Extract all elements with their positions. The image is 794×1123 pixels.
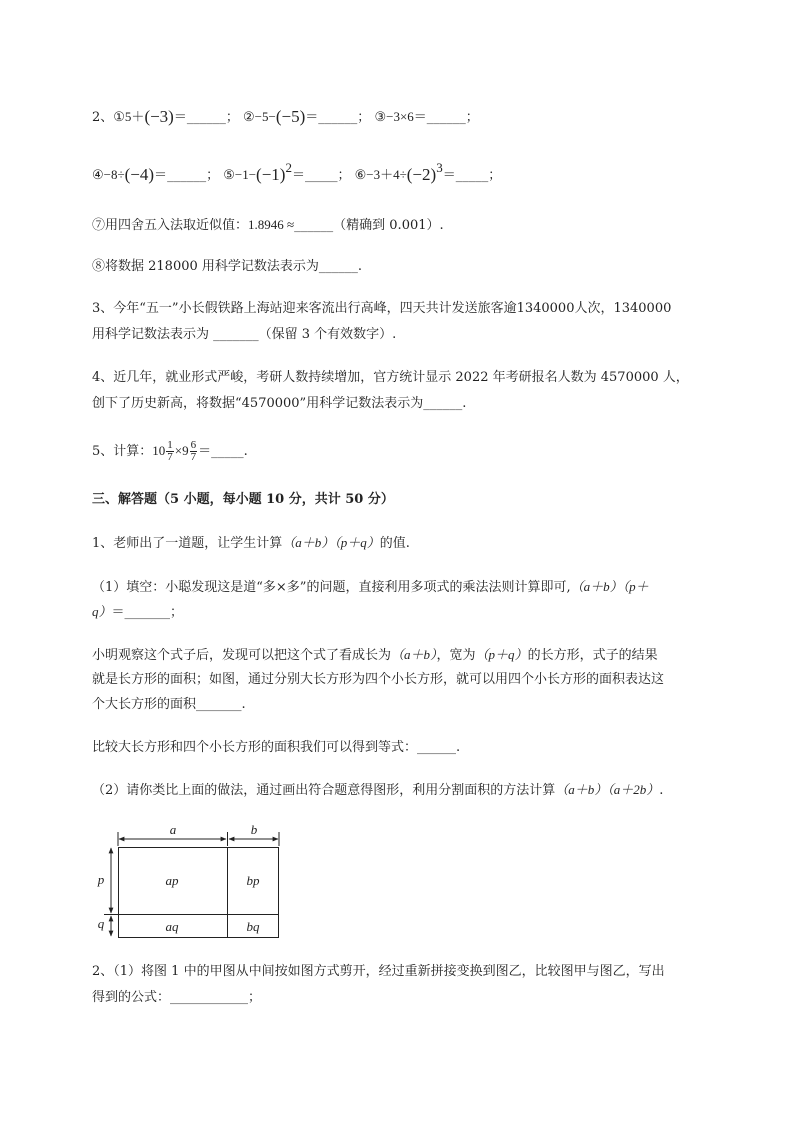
p1-part1-expression: （a＋b）（p＋ xyxy=(570,579,649,594)
p1-compare-suffix: . xyxy=(456,740,461,755)
q2-item-1-eq: ＝ xyxy=(173,109,187,124)
p1-observation-line-3 xyxy=(92,695,246,715)
q4-blank[interactable]: ______ xyxy=(423,396,463,411)
q2-item-1: ①5＋ xyxy=(113,109,145,124)
q2-separator: ； xyxy=(206,168,220,183)
p1-part1-line-2 xyxy=(92,602,183,623)
q2-item-8-prefix: ⑧将数据 218000 用科学记数法表示为 xyxy=(92,259,319,274)
q2-item-3: ③−3×6＝ xyxy=(374,109,427,124)
p1-part1-line-1 xyxy=(92,577,649,598)
q5-whole-1: 10 xyxy=(152,443,166,458)
q2-blank-1[interactable]: ______ xyxy=(186,110,226,125)
q3-line-2 xyxy=(92,325,396,345)
p1-part2-expression: （a＋b）（a＋2b） xyxy=(555,782,660,797)
q5-blank[interactable]: _____ xyxy=(211,444,244,459)
cell-bq: bq xyxy=(246,919,260,934)
q5-denominator-1: 7 xyxy=(167,451,173,463)
p1-part1-expression-end: q） xyxy=(92,604,112,619)
p1-observation-width: （p＋q） xyxy=(475,647,528,662)
p2-line-2-prefix: 得到的公式： xyxy=(92,990,171,1005)
q2-separator: ； xyxy=(465,110,479,125)
q2-separator: ； xyxy=(337,168,351,183)
q3-line-2-suffix: （保留 3 个有效数字）. xyxy=(258,327,397,342)
q5-suffix: . xyxy=(243,444,248,459)
p1-observation-blank[interactable]: _______ xyxy=(196,697,242,712)
q2-blank-4[interactable]: ______ xyxy=(167,168,207,183)
label-b: b xyxy=(250,822,258,837)
p1-observation-length: （a＋b） xyxy=(391,647,437,662)
p1-part2-line xyxy=(92,780,663,801)
p1-part2-prefix: （2）请你类比上面的做法，通过画出符合题意得图形，利用分割面积的方法计算 xyxy=(92,783,556,798)
q2-row-2 xyxy=(92,160,502,186)
label-a: a xyxy=(169,822,177,837)
p1-intro-expression: （a＋b）（p＋q） xyxy=(282,535,380,550)
q4-line-2 xyxy=(92,394,466,414)
q5-prefix: 5、计算： xyxy=(92,444,153,459)
label-q: q xyxy=(97,916,105,931)
label-p: p xyxy=(97,872,105,887)
p1-observation-line-1 xyxy=(92,645,658,666)
section-3-heading: 三、解答题（5 小题，每小题 10 分，共计 50 分） xyxy=(92,492,394,507)
q2-item-5-exponent: 2 xyxy=(285,160,292,175)
q5-denominator-2: 7 xyxy=(190,451,197,463)
p1-compare-blank[interactable]: ______ xyxy=(417,740,457,755)
q5-numerator-2: 6 xyxy=(190,439,197,451)
q2-item-4: ④−8÷ xyxy=(92,167,125,182)
q2-item-1-arg: (−3) xyxy=(144,107,174,126)
p2-line-2-suffix: ； xyxy=(248,990,262,1005)
p1-part1-text: （1）填空：小聪发现这是道“多×多”的问题，直接利用多项式的乘法法则计算即可, xyxy=(92,580,571,595)
q5-numerator-1: 1 xyxy=(167,439,173,451)
q2-blank-3[interactable]: ______ xyxy=(426,110,466,125)
p2-line-2 xyxy=(92,988,261,1008)
p1-part2-suffix: . xyxy=(659,783,664,798)
p1-part1-blank[interactable]: _______ xyxy=(124,605,171,620)
q2-item-4-eq: ＝ xyxy=(154,167,168,182)
q2-separator: ； xyxy=(225,110,239,125)
q2-row-3 xyxy=(92,215,444,236)
area-figure xyxy=(90,820,290,942)
q2-separator: ； xyxy=(357,110,371,125)
q2-item-6-eq: ＝ xyxy=(442,167,456,182)
p1-observation-prefix: 小明观察这个式子后，发现可以把这个式了看成长为 xyxy=(92,648,392,663)
q2-item-7-suffix: （精确到 0.001）. xyxy=(333,218,444,233)
cell-bp: bp xyxy=(246,873,260,888)
p1-observation-line-2: 就是长方形的面积；如图，通过分别大长方形为四个小长方形，就可以用四个小长方形的面积表达这 xyxy=(92,672,665,687)
q4-line-2-prefix: 创下了历史新高，将数据“4570000”用科学记数法表示为 xyxy=(92,396,424,411)
p2-line-1: 2、（1）将图 1 中的甲图从中间按如图方式剪开，经过重新拼接变换到图乙，比较图甲与图乙，写出 xyxy=(92,964,665,979)
q2-separator: ； xyxy=(488,168,502,183)
p1-part1-end: ； xyxy=(170,605,184,620)
q2-blank-6[interactable]: _____ xyxy=(455,168,489,183)
q2-item-2: ②−5− xyxy=(243,109,276,124)
q5-equals: ＝ xyxy=(198,443,212,458)
q3-line-1: 3、今年“五一”小长假铁路上海站迎来客流出行高峰，四天共计发送旅客逾1340000人次，1340000 xyxy=(92,301,672,316)
q2-item-5-eq: ＝ xyxy=(291,167,305,182)
q2-row-4 xyxy=(92,257,362,277)
q2-item-7-prefix: ⑦用四舍五入法取近似值： xyxy=(92,218,249,233)
p1-observation-line-3-suffix: . xyxy=(241,697,246,712)
q4-line-2-suffix: . xyxy=(462,396,467,411)
q2-item-2-eq: ＝ xyxy=(305,109,319,124)
q3-blank[interactable]: _______ xyxy=(213,327,259,342)
q5-line xyxy=(92,440,248,463)
q3-line-2-prefix: 用科学记数法表示为 xyxy=(92,327,214,342)
p1-intro-prefix: 1、老师出了一道题，让学生计算 xyxy=(92,536,283,551)
p1-observation-line-3-prefix: 个大长方形的面积 xyxy=(92,697,197,712)
q2-item-6: ⑥−3＋4÷ xyxy=(354,167,407,182)
q2-item-7-number: 1.8946 ≈ xyxy=(248,217,295,232)
p1-compare-line xyxy=(92,738,460,758)
p1-part1-equals: ＝ xyxy=(111,604,125,619)
q2-item-5: ⑤−1− xyxy=(223,167,257,182)
cell-ap: ap xyxy=(165,873,179,888)
q2-blank-5[interactable]: _____ xyxy=(304,168,338,183)
p1-intro xyxy=(92,533,410,554)
q2-item-2-arg: (−5) xyxy=(275,107,306,126)
p1-compare-prefix: 比较大长方形和四个小长方形的面积我们可以得到等式： xyxy=(92,740,418,755)
q2-row-1 xyxy=(92,106,479,128)
q5-times: ×9 xyxy=(174,443,189,458)
p1-observation-suffix: 的长方形，式子的结果 xyxy=(527,648,658,663)
q2-item-6-arg: (−2) xyxy=(406,165,437,184)
q2-label: 2、 xyxy=(92,110,114,125)
q4-line-1: 4、近几年，就业形式严峻，考研人数持续增加，官方统计显示 2022 年考研报名人数为 4570000 人， xyxy=(92,370,689,385)
q2-item-6-exponent: 3 xyxy=(436,160,443,175)
p1-intro-suffix: 的值. xyxy=(379,536,410,551)
q2-blank-2[interactable]: ______ xyxy=(318,110,358,125)
p2-blank[interactable]: ____________ xyxy=(170,990,249,1005)
q2-blank-7[interactable]: ______ xyxy=(294,218,334,233)
q5-fraction-2 xyxy=(190,440,198,463)
q2-item-4-arg: (−4) xyxy=(124,165,155,184)
q5-fraction-1 xyxy=(166,440,174,463)
q2-item-8-suffix: . xyxy=(357,259,363,274)
q2-blank-8[interactable]: ______ xyxy=(318,259,358,274)
p1-observation-middle: ，宽为 xyxy=(436,648,476,663)
cell-aq: aq xyxy=(165,919,179,934)
q2-item-5-arg: (−1) xyxy=(256,165,286,184)
